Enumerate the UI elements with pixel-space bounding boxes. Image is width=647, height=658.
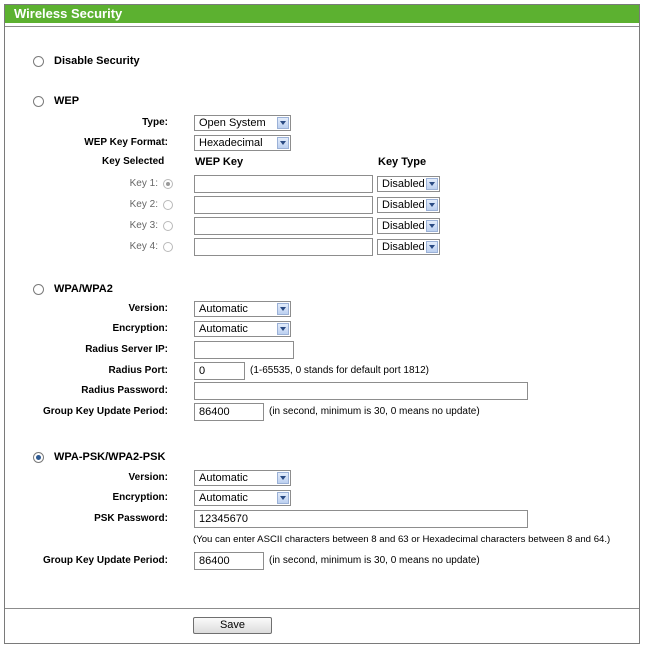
chevron-down-icon [426, 199, 438, 211]
chevron-down-icon [277, 137, 289, 149]
key1-type-value: Disabled [382, 178, 425, 190]
wpa-group-key-note: (in second, minimum is 30, 0 means no update) [269, 406, 480, 417]
psk-password-input[interactable]: 12345670 [194, 510, 528, 528]
wpa-group-key-label: Group Key Update Period: [42, 406, 168, 417]
wep-key-format-label: WEP Key Format: [84, 137, 168, 148]
chevron-down-icon [277, 472, 289, 484]
wpa-version-value: Automatic [199, 303, 248, 315]
wpa-psk-encryption-value: Automatic [199, 492, 248, 504]
wpa-psk-group-key-label: Group Key Update Period: [42, 555, 168, 566]
wpa-psk-group-key-note: (in second, minimum is 30, 0 means no update) [269, 555, 480, 566]
wep-radio[interactable] [33, 96, 44, 107]
key1-input[interactable] [194, 175, 373, 193]
key1-type-select[interactable] [377, 176, 440, 192]
key2-label: Key 2: [129, 199, 158, 210]
radius-password-input[interactable] [194, 382, 528, 400]
wpa-psk-version-value: Automatic [199, 472, 248, 484]
key2-type-value: Disabled [382, 199, 425, 211]
key4-type-value: Disabled [382, 241, 425, 253]
key4-input[interactable] [194, 238, 373, 256]
key3-radio[interactable] [163, 221, 173, 231]
wep-key-format-select[interactable] [194, 135, 291, 151]
chevron-down-icon [426, 220, 438, 232]
wpa-psk-section-label: WPA-PSK/WPA2-PSK [54, 451, 166, 463]
wpa-version-select[interactable] [194, 301, 291, 317]
title-divider [5, 26, 639, 27]
key1-label: Key 1: [129, 178, 158, 189]
radius-password-label: Radius Password: [81, 385, 168, 396]
key2-input[interactable] [194, 196, 373, 214]
chevron-down-icon [426, 241, 438, 253]
page-title: Wireless Security [5, 5, 639, 23]
key3-type-value: Disabled [382, 220, 425, 232]
col-key-type: Key Type [378, 156, 427, 168]
key3-input[interactable] [194, 217, 373, 235]
wpa-encryption-select[interactable] [194, 321, 291, 337]
wpa-psk-encryption-label: Encryption: [112, 492, 168, 503]
wep-type-value: Open System [199, 117, 266, 129]
save-button[interactable]: Save [193, 617, 272, 634]
chevron-down-icon [277, 323, 289, 335]
chevron-down-icon [426, 178, 438, 190]
wpa-group-key-input[interactable]: 86400 [194, 403, 264, 421]
wpa-psk-group-key-input[interactable]: 86400 [194, 552, 264, 570]
radius-port-input[interactable]: 0 [194, 362, 245, 380]
footer-divider [5, 608, 639, 609]
disable-security-label: Disable Security [54, 55, 140, 67]
key2-type-select[interactable] [377, 197, 440, 213]
key4-type-select[interactable] [377, 239, 440, 255]
wpa-encryption-value: Automatic [199, 323, 248, 335]
key3-label: Key 3: [129, 220, 158, 231]
wpa-psk-encryption-select[interactable] [194, 490, 291, 506]
radius-port-note: (1-65535, 0 stands for default port 1812) [250, 365, 430, 376]
wep-section-label: WEP [54, 95, 80, 107]
wpa-section-label: WPA/WPA2 [54, 283, 113, 295]
chevron-down-icon [277, 117, 289, 129]
wep-type-select[interactable] [194, 115, 291, 131]
wpa-encryption-label: Encryption: [112, 323, 168, 334]
key4-radio[interactable] [163, 242, 173, 252]
wep-type-label: Type: [142, 117, 168, 128]
wpa-psk-radio[interactable] [33, 452, 44, 463]
wep-key-format-value: Hexadecimal [199, 137, 263, 149]
psk-password-note: (You can enter ASCII characters between 8 and 63 or Hexadecimal characters between 8 and 64.) [193, 534, 611, 545]
wpa-psk-version-select[interactable] [194, 470, 291, 486]
col-wep-key: WEP Key [195, 156, 244, 168]
wpa-version-label: Version: [128, 303, 168, 314]
radius-server-ip-input[interactable] [194, 341, 294, 359]
chevron-down-icon [277, 303, 289, 315]
radius-server-ip-label: Radius Server IP: [85, 344, 168, 355]
key1-radio[interactable] [163, 179, 173, 189]
col-key-selected: Key Selected [102, 156, 165, 167]
radius-port-label: Radius Port: [108, 365, 168, 376]
key4-label: Key 4: [129, 241, 158, 252]
chevron-down-icon [277, 492, 289, 504]
psk-password-label: PSK Password: [94, 513, 168, 524]
disable-security-radio[interactable] [33, 56, 44, 67]
wpa-radio[interactable] [33, 284, 44, 295]
key2-radio[interactable] [163, 200, 173, 210]
key3-type-select[interactable] [377, 218, 440, 234]
wpa-psk-version-label: Version: [128, 472, 168, 483]
